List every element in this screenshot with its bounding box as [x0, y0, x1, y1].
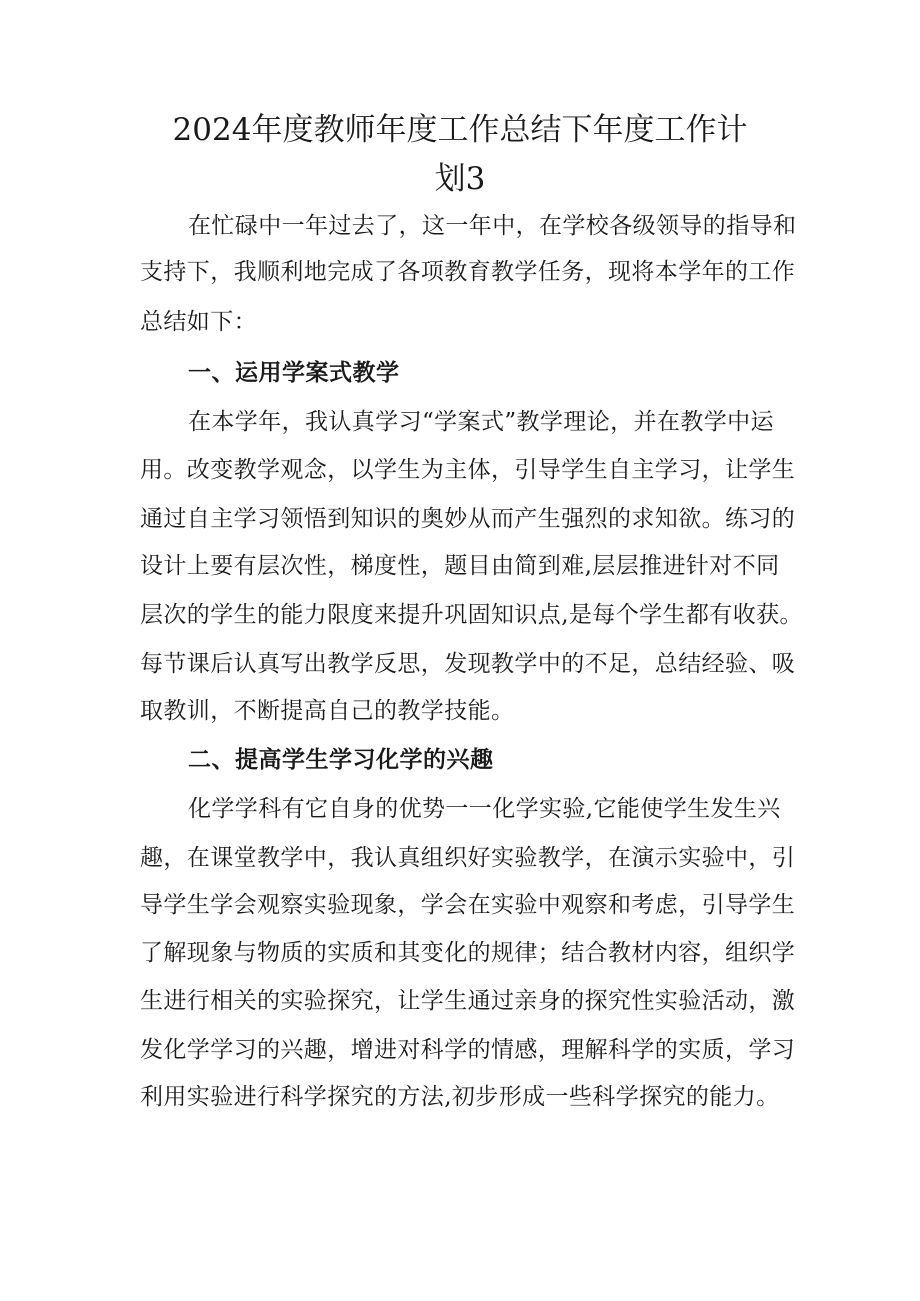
section-1-line: 设计上要有层次性，梯度性，题目由简到难,层层推进针对不同 [140, 553, 780, 579]
section-2-line: 了解现象与物质的实质和其变化的规律；结合教材内容，组织学 [140, 940, 796, 966]
document-title: 2024年度教师年度工作总结下年度工作计 [172, 112, 748, 148]
section-2-line: 导学生学会观察实验现象，学会在实验中观察和考虑，引导学生 [140, 892, 796, 918]
section-2-line: 化学学科有它自身的优势一一化学实验,它能使学生发生兴 [188, 796, 781, 822]
section-2-line: 发化学学习的兴趣，增进对科学的情感，理解科学的实质，学习 [140, 1037, 796, 1063]
section-1-line: 取教训，不断提高自己的教学技能。 [140, 698, 515, 724]
document-title-continued: 划3 [434, 161, 486, 197]
section-1-line: 层次的学生的能力限度来提升巩固知识点,是每个学生都有收获。 [140, 602, 803, 628]
section-1-line: 每节课后认真写出教学反思，发现教学中的不足，总结经验、吸 [140, 651, 796, 677]
section-2-line: 生进行相关的实验探究，让学生通过亲身的探究性实验活动，激 [140, 988, 796, 1014]
section-1-line: 在本学年，我认真学习“学案式”教学理论，并在教学中运 [188, 409, 774, 435]
section-1-line: 通过自主学习领悟到知识的奥妙从而产生强烈的求知欲。练习的 [140, 506, 796, 532]
intro-line: 支持下，我顺利地完成了各项教育教学任务，现将本学年的工作 [140, 259, 796, 285]
section-1-heading: 一、运用学案式教学 [188, 360, 400, 386]
section-2-heading: 二、提高学生学习化学的兴趣 [188, 747, 494, 773]
section-1-line: 用。改变教学观念，以学生为主体，引导学生自主学习，让学生 [140, 457, 796, 483]
section-2-line: 利用实验进行科学探究的方法,初步形成一些科学探究的能力。 [140, 1084, 780, 1110]
intro-line: 在忙碌中一年过去了，这一年中，在学校各级领导的指导和 [188, 213, 797, 239]
section-2-line: 趣，在课堂教学中，我认真组织好实验教学，在演示实验中，引 [140, 845, 796, 871]
intro-line: 总结如下： [140, 309, 257, 335]
